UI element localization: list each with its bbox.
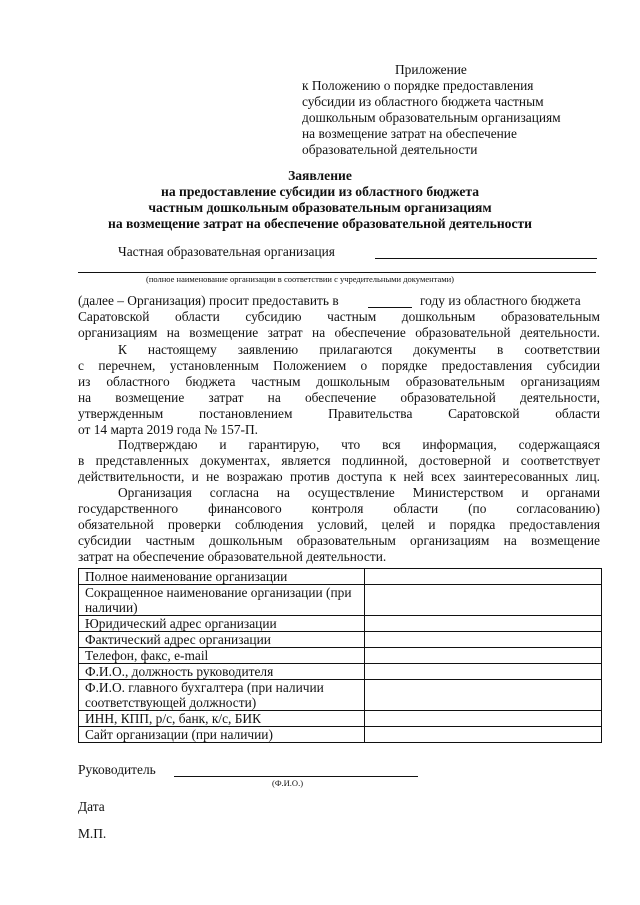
table-row [79,648,602,664]
table-row [79,727,602,743]
table-row-label: ИНН, КПП, р/с, банк, к/с, БИК [79,711,365,727]
table-row [79,585,602,616]
para3-text: в представленных документах, является подлинной, достоверной и соответствует [78,453,600,468]
stamp-label: М.П. [78,826,107,841]
year-input-line[interactable] [368,307,412,308]
appendix-line: на возмещение затрат на обеспечение [302,126,517,141]
para4-text: субсидии частным дошкольным образовательным организациям на возмещение [78,533,600,548]
para2-text: К настоящему заявлению прилагаются документы в соответствии [118,342,600,357]
org-name-input-line-2[interactable] [78,272,596,273]
appendix-line: образовательной деятельности [302,142,478,157]
table-row-label: Юридический адрес организации [79,616,365,632]
table-row [79,664,602,680]
table-row-label: Телефон, факс, e-mail [79,648,365,664]
table-row-label: Ф.И.О. главного бухгалтера (при наличии соответствующей должности) [79,680,365,711]
table-row-value[interactable] [364,680,601,711]
para3-text: Подтверждаю и гарантирую, что вся информация, содержащаяся [118,437,600,452]
para3-text: действительности, и не возражаю против доступа к ней всех заинтересованных лиц. [78,469,600,484]
document-subtitle: на предоставление субсидии из областного бюджета [161,184,479,199]
para4-text: затрат на обеспечение образовательной деятельности. [78,549,387,564]
para4-text: обязательной проверки соблюдения условий, целей и порядка предоставления [78,517,600,532]
para1-text: году из областного бюджета [420,293,581,308]
table-row-value[interactable] [364,664,601,680]
appendix-line: к Положению о порядке предоставления [302,78,534,93]
table-row [79,616,602,632]
org-field-label: Частная образовательная организация [118,244,335,259]
org-field-hint: (полное наименование организации в соответствии с учредительными документами) [146,274,454,284]
table-row-value[interactable] [364,569,601,585]
para4-text: государственного финансового контроля области (по согласованию) [78,501,600,516]
organization-info-table [78,568,602,743]
document-subtitle: на возмещение затрат на обеспечение образовательной деятельности [107,216,532,231]
table-row-label: Сокращенное наименование организации (при наличии) [79,585,365,616]
table-row-label: Полное наименование организации [79,569,365,585]
para4-text: Организация согласна на осуществление Министерством и органами [118,485,600,500]
table-row-value[interactable] [364,711,601,727]
table-row-value[interactable] [364,648,601,664]
para1-text: Саратовской области субсидию частным дошкольным образовательным [78,309,600,324]
para2-text: от 14 марта 2019 года № 157-П. [78,422,258,437]
table-row-label: Сайт организации (при наличии) [79,727,365,743]
table-row [79,569,602,585]
document-title: Заявление [288,168,352,183]
org-name-input-line[interactable] [375,258,597,259]
table-row-value[interactable] [364,585,601,616]
table-row-label: Фактический адрес организации [79,632,365,648]
signature-hint: (Ф.И.О.) [272,778,304,788]
appendix-line: субсидии из областного бюджета частным [302,94,544,109]
table-row [79,632,602,648]
para1-text: (далее – Организация) просит предоставить в [78,293,339,308]
appendix-line: дошкольным образовательным организациям [302,110,561,125]
document-subtitle: частным дошкольным образовательным организациям [148,200,492,215]
table-row-value[interactable] [364,727,601,743]
table-row-value[interactable] [364,632,601,648]
table-row-label: Ф.И.О., должность руководителя [79,664,365,680]
para2-text: утвержденным постановлением Правительства Саратовской области [78,406,600,421]
para1-text: организациям на возмещение затрат на обеспечение образовательной деятельности. [78,325,600,340]
date-label: Дата [78,799,105,814]
table-row [79,680,602,711]
appendix-title: Приложение [395,62,467,77]
para2-text: с перечнем, установленным Положением о порядке предоставления субсидии [78,358,600,373]
table-row-value[interactable] [364,616,601,632]
para2-text: из областного бюджета частным дошкольным образовательным организациям [78,374,600,389]
para2-text: на возмещение затрат на обеспечение образовательной деятельности, [78,390,600,405]
table-row [79,711,602,727]
signature-input-line[interactable] [174,776,418,777]
signature-label: Руководитель [78,762,156,777]
